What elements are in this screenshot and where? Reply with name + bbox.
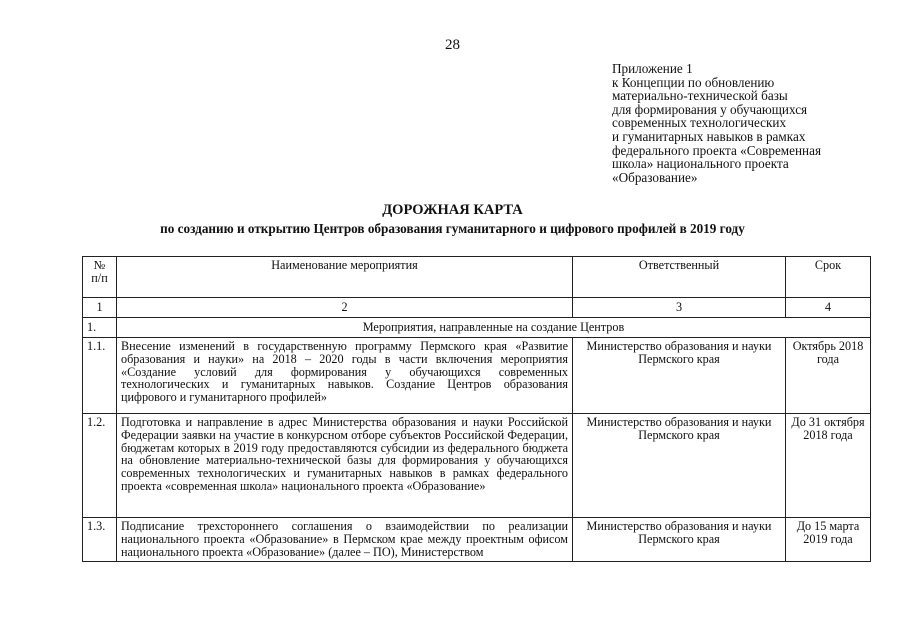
column-number-row (83, 298, 871, 318)
row-number: 1.2. (83, 414, 117, 518)
table-header-row (83, 257, 871, 298)
header-activity: Наименование мероприятия (117, 257, 573, 298)
roadmap-table (82, 256, 871, 562)
appendix-line: современных технологических (612, 115, 787, 131)
appendix-line: материально-технической базы (612, 88, 788, 104)
appendix-line: для формирования у обучающихся (612, 101, 808, 117)
table-row (83, 414, 871, 518)
row-number: 1.1. (83, 338, 117, 414)
row-deadline: Октябрь 2018 года (786, 338, 871, 414)
column-number: 3 (573, 298, 786, 318)
appendix-block (612, 62, 897, 184)
header-number: № п/п (83, 257, 117, 298)
section-row (83, 318, 871, 338)
column-number: 4 (786, 298, 871, 318)
row-activity: Внесение изменений в государственную программу Пермского края «Развитие образования и науки» на 2018 – 2020 годы в части включения мероприятия «Создание условий для формирования у обучающихся современных технологических и гуманитарных навыков. Создание Центров образования цифрового и гуманитарного профилей» (117, 338, 573, 414)
table-row (83, 338, 871, 414)
appendix-line: школа» национального проекта (612, 156, 789, 172)
section-number: 1. (83, 318, 117, 338)
section-title: Мероприятия, направленные на создание Центров (117, 318, 871, 338)
appendix-line: Приложение 1 (612, 61, 693, 76)
header-responsible: Ответственный (573, 257, 786, 298)
page-number: 28 (445, 37, 460, 53)
header-deadline: Срок (786, 257, 871, 298)
row-responsible: Министерство образования и науки Пермского края (573, 338, 786, 414)
column-number: 1 (83, 298, 117, 318)
document-subtitle: по созданию и открытию Центров образования гуманитарного и цифрового профилей в 2019 году (160, 221, 745, 236)
appendix-line: и гуманитарных навыков в рамках (612, 128, 806, 144)
table-row (83, 518, 871, 562)
appendix-line: к Концепции по обновлению (612, 74, 775, 90)
appendix-line: «Образование» (612, 169, 698, 185)
row-activity: Подписание трехстороннего соглашения о взаимодействии по реализации национального проекта «Образование» в Пермском крае между проектным офисом национального проекта «Образование» (далее – ПО), Министерством (117, 518, 573, 562)
row-deadline: До 15 марта 2019 года (786, 518, 871, 562)
appendix-line: федерального проекта «Современная (612, 142, 822, 158)
document-title: ДОРОЖНАЯ КАРТА (382, 202, 523, 218)
row-activity: Подготовка и направление в адрес Министерства образования и науки Российской Федерации заявки на участие в конкурсном отборе субъектов Российской Федерации, бюджетам которых в 2019 году предоставляются субсидии из федерального бюджета на обновление материально-технической базы для формирования у обучающихся современных технологических и гуманитарных навыков в рамках федерального проекта «современная школа» национального проекта «Образование» (117, 414, 573, 518)
row-responsible: Министерство образования и науки Пермского края (573, 518, 786, 562)
column-number: 2 (117, 298, 573, 318)
row-number: 1.3. (83, 518, 117, 562)
row-responsible: Министерство образования и науки Пермского края (573, 414, 786, 518)
row-deadline: До 31 октября 2018 года (786, 414, 871, 518)
